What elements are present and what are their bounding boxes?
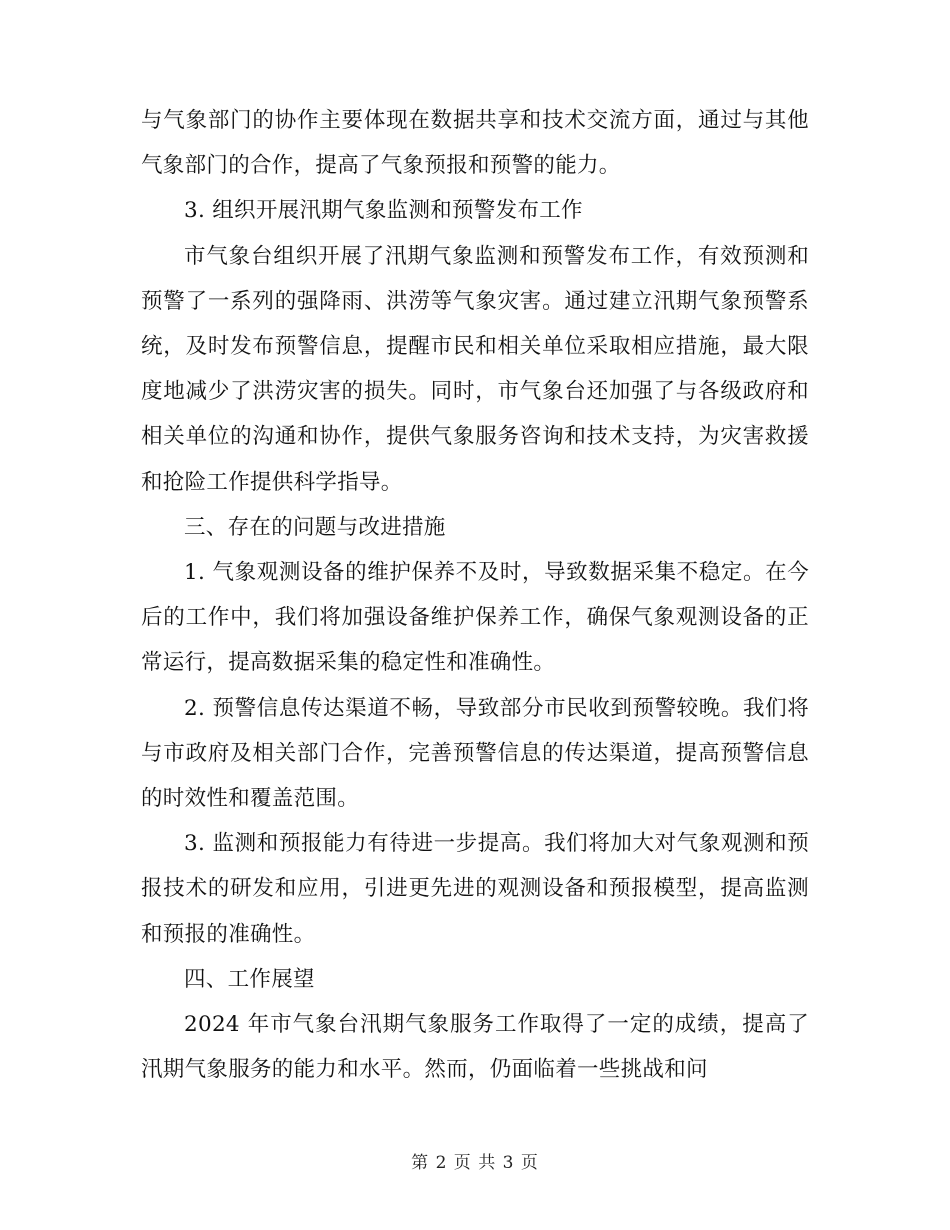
paragraph-2: 市气象台组织开展了汛期气象监测和预警发布工作，有效预测和预警了一系列的强降雨、洪涝等气象灾害。通过建立汛期气象预警系统，及时发布预警信息，提醒市民和相关单位采取相应措施，最大限度地减少了洪涝灾害的损失。同时，市气象台还加强了与各级政府和相关单位的沟通和协作，提供气象服务咨询和技术支持，为灾害救援和抢险工作提供科学指导。 <box>141 243 809 495</box>
paragraph-outlook: 2024 年市气象台汛期气象服务工作取得了一定的成绩，提高了汛期气象服务的能力和水平。然而，仍面临着一些挑战和问 <box>141 1012 809 1083</box>
issue-item-2: 2. 预警信息传达渠道不畅，导致部分市民收到预警较晚。我们将与市政府及相关部门合作，完善预警信息的传达渠道，提高预警信息的时效性和覆盖范围。 <box>141 695 809 812</box>
list-heading-3: 3. 组织开展汛期气象监测和预警发布工作 <box>184 198 583 224</box>
paragraph-1: 与气象部门的协作主要体现在数据共享和技术交流方面，通过与其他气象部门的合作，提高了气象预报和预警的能力。 <box>141 108 809 179</box>
page-number-footer: 第 2 页 共 3 页 <box>411 1153 539 1173</box>
issue-item-1: 1. 气象观测设备的维护保养不及时，导致数据采集不稳定。在今后的工作中，我们将加强设备维护保养工作，确保气象观测设备的正常运行，提高数据采集的稳定性和准确性。 <box>141 560 809 676</box>
section-heading-3: 三、存在的问题与改进措施 <box>184 514 446 540</box>
issue-item-3: 3. 监测和预报能力有待进一步提高。我们将加大对气象观测和预报技术的研发和应用，引进更先进的观测设备和预报模型，提高监测和预报的准确性。 <box>141 831 809 947</box>
section-heading-4: 四、工作展望 <box>184 966 315 992</box>
document-body <box>141 98 809 1092</box>
